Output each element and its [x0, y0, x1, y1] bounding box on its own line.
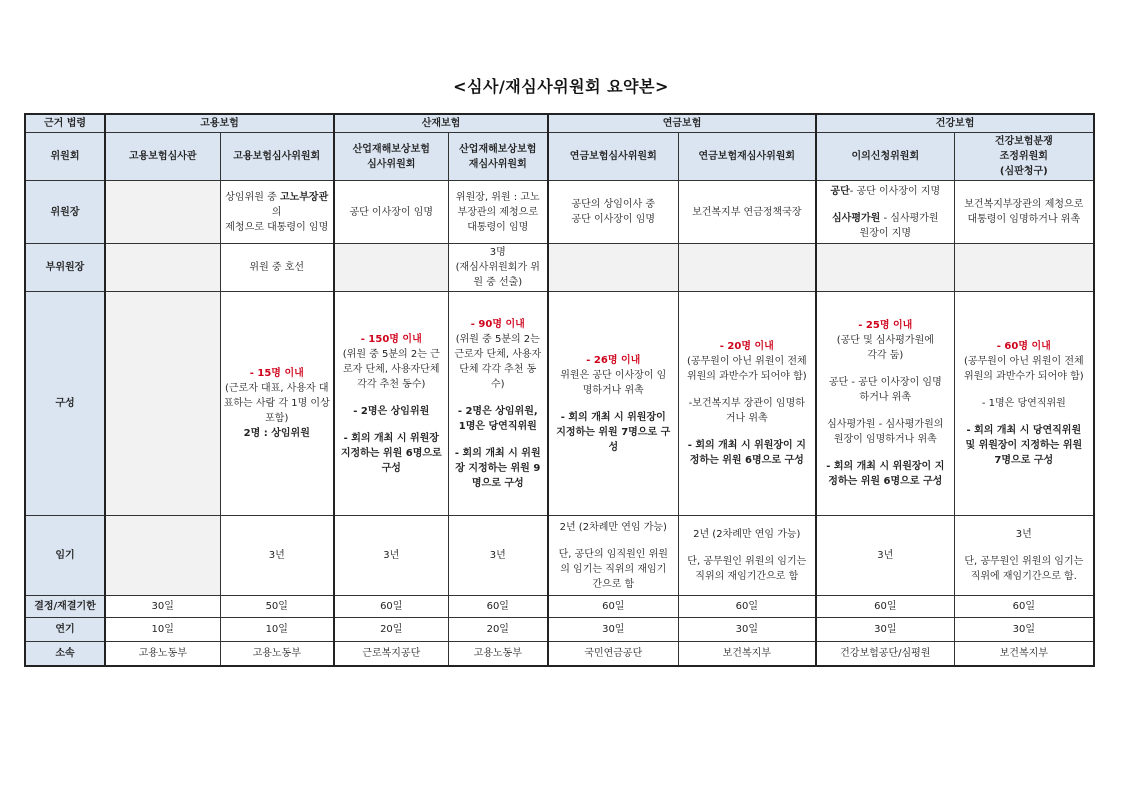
vice-c2: 위원 중 호선: [220, 244, 334, 292]
term-c8: 3년 단, 공무원인 위원의 임기는 직위에 재임기간으로 함.: [954, 516, 1094, 596]
deadline-c8: 60일: [954, 596, 1094, 618]
header-pension: 연금보험: [548, 114, 816, 133]
extension-c5: 30일: [548, 618, 678, 642]
extension-c8: 30일: [954, 618, 1094, 642]
extension-c7: 30일: [816, 618, 954, 642]
chair-c5: 공단의 상임이사 중 공단 이사장이 임명: [548, 181, 678, 244]
deadline-c4: 60일: [448, 596, 548, 618]
composition-c3: - 150명 이내 (위원 중 5분의 2는 근 로자 단체, 사용자단체 각각 추천 동수) - 2명은 상임위원 - 회의 개최 시 위원장 지정하는 위원 6명으로 구성: [334, 292, 448, 516]
vice-c1: [105, 244, 220, 292]
affiliation-c8: 보건복지부: [954, 642, 1094, 666]
vice-c5: [548, 244, 678, 292]
committee-c2: 고용보험심사위원회: [220, 133, 334, 181]
deadline-c5: 60일: [548, 596, 678, 618]
row-label-chair: 위원장: [25, 181, 105, 244]
deadline-c6: 60일: [678, 596, 816, 618]
row-label-committee: 위원회: [25, 133, 105, 181]
affiliation-c6: 보건복지부: [678, 642, 816, 666]
committee-c6: 연금보험재심사위원회: [678, 133, 816, 181]
chair-c1: [105, 181, 220, 244]
composition-c6: - 20명 이내 (공무원이 아닌 위원이 전체 위원의 과반수가 되어야 함) -보건복지부 장관이 임명하 거나 위촉 - 회의 개최 시 위원장이 지 정하는 위원 6명으로 구성: [678, 292, 816, 516]
deadline-c1: 30일: [105, 596, 220, 618]
composition-c8: - 60명 이내 (공무원이 아닌 위원이 전체 위원의 과반수가 되어야 함) - 1명은 당연직위원 - 회의 개최 시 당연직위원 및 위원장이 지정하는 위원 7명으로 구성: [954, 292, 1094, 516]
vice-c7: [816, 244, 954, 292]
composition-c1: [105, 292, 220, 516]
chair-c8: 보건복지부장관의 제청으로 대통령이 임명하거나 위촉: [954, 181, 1094, 244]
vice-c8: [954, 244, 1094, 292]
affiliation-c5: 국민연금공단: [548, 642, 678, 666]
term-c7: 3년: [816, 516, 954, 596]
term-c6: 2년 (2차례만 연임 가능) 단, 공무원인 위원의 임기는 직위의 재임기간으로 함: [678, 516, 816, 596]
summary-table: [24, 113, 1095, 667]
row-label-affiliation: 소속: [25, 642, 105, 666]
row-label-term: 임기: [25, 516, 105, 596]
committee-c8: 건강보험분쟁 조정위원회 (심판청구): [954, 133, 1094, 181]
term-c3: 3년: [334, 516, 448, 596]
header-employment: 고용보험: [105, 114, 334, 133]
affiliation-c3: 근로복지공단: [334, 642, 448, 666]
row-label-deadline: 결정/재결기한: [25, 596, 105, 618]
affiliation-c2: 고용노동부: [220, 642, 334, 666]
header-industrial: 산재보험: [334, 114, 548, 133]
term-c1: [105, 516, 220, 596]
deadline-c3: 60일: [334, 596, 448, 618]
term-c4: 3년: [448, 516, 548, 596]
extension-c1: 10일: [105, 618, 220, 642]
committee-c7: 이의신청위원회: [816, 133, 954, 181]
committee-c1: 고용보험심사관: [105, 133, 220, 181]
composition-c7: - 25명 이내 (공단 및 심사평가원에 각각 둠) 공단 - 공단 이사장이 임명 하거나 위촉 심사평가원 - 심사평가원의 원장이 임명하거나 위촉 - 회의 개최 시 위원장이 지 정하는 위원 6명으로 구성: [816, 292, 954, 516]
committee-c4: 산업재해보상보험 재심사위원회: [448, 133, 548, 181]
chair-c4: 위원장, 위원 : 고노 부장관의 제청으로 대통령이 임명: [448, 181, 548, 244]
deadline-c7: 60일: [816, 596, 954, 618]
composition-c5: - 26명 이내 위원은 공단 이사장이 임 명하거나 위촉 - 회의 개최 시 위원장이 지정하는 위원 7명으로 구 성: [548, 292, 678, 516]
chair-c3: 공단 이사장이 임명: [334, 181, 448, 244]
extension-c2: 10일: [220, 618, 334, 642]
chair-c6: 보건복지부 연금정책국장: [678, 181, 816, 244]
vice-c4: 3명 (재심사위원회가 위 원 중 선출): [448, 244, 548, 292]
committee-c3: 산업재해보상보험 심사위원회: [334, 133, 448, 181]
extension-c6: 30일: [678, 618, 816, 642]
row-label-extension: 연기: [25, 618, 105, 642]
row-label-vice: 부위원장: [25, 244, 105, 292]
composition-c2: - 15명 이내 (근로자 대표, 사용자 대 표하는 사람 각 1명 이상 포함) 2명 : 상임위원: [220, 292, 334, 516]
extension-c4: 20일: [448, 618, 548, 642]
chair-c2: 상임위원 중 고노부장관 의 제청으로 대통령이 임명: [220, 181, 334, 244]
committee-c5: 연금보험심사위원회: [548, 133, 678, 181]
row-label-composition: 구성: [25, 292, 105, 516]
chair-c7: 공단- 공단 이사장이 지명 심사평가원 - 심사평가원 원장이 지명: [816, 181, 954, 244]
header-basis: 근거 법령: [25, 114, 105, 133]
vice-c3: [334, 244, 448, 292]
header-health: 건강보험: [816, 114, 1094, 133]
composition-c4: - 90명 이내 (위원 중 5분의 2는 근로자 단체, 사용자 단체 각각 추천 동 수) - 2명은 상임위원, 1명은 당연직위원 - 회의 개최 시 위원 장 지정하는 위원 9 명으로 구성: [448, 292, 548, 516]
term-c2: 3년: [220, 516, 334, 596]
affiliation-c1: 고용노동부: [105, 642, 220, 666]
extension-c3: 20일: [334, 618, 448, 642]
affiliation-c4: 고용노동부: [448, 642, 548, 666]
affiliation-c7: 건강보험공단/심평원: [816, 642, 954, 666]
vice-c6: [678, 244, 816, 292]
page-title: <심사/재심사위원회 요약본>: [453, 77, 669, 96]
deadline-c2: 50일: [220, 596, 334, 618]
term-c5: 2년 (2차례만 연임 가능) 단, 공단의 임직원인 위원 의 임기는 직위의 재임기 간으로 함: [548, 516, 678, 596]
